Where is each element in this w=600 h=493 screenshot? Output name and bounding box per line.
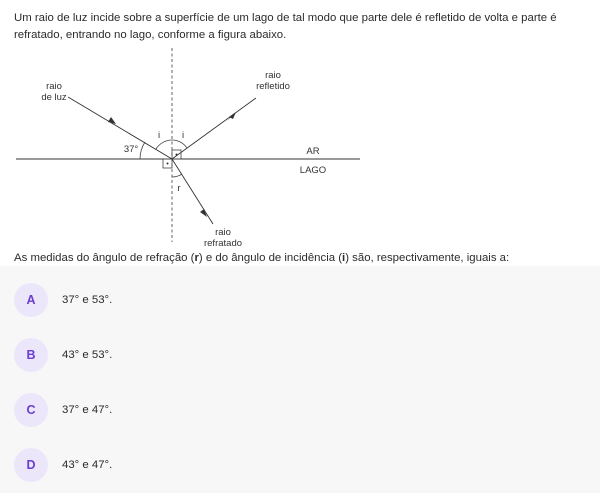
answer-options xyxy=(0,266,600,493)
angle-i-left-arc xyxy=(156,140,172,149)
option-a[interactable] xyxy=(14,283,574,317)
option-d[interactable] xyxy=(14,448,574,482)
optics-figure xyxy=(0,46,380,252)
option-a-text: 37° e 53°. xyxy=(62,294,113,306)
refracted-label-line1: raio xyxy=(215,227,231,238)
right-angle-dot-right xyxy=(176,154,178,156)
prompt-part-1: As medidas do ângulo de refração ( xyxy=(14,252,195,264)
prompt-r-symbol: r xyxy=(194,252,199,264)
option-a-letter: A xyxy=(14,283,48,317)
angle-r-arc xyxy=(172,174,182,177)
reflected-label-line1: raio xyxy=(265,70,281,81)
medium-top-label: AR xyxy=(306,146,320,157)
option-d-text: 43° e 47°. xyxy=(62,459,113,471)
refracted-label-line2: refratado xyxy=(203,238,243,249)
medium-bottom-label: LAGO xyxy=(299,165,327,176)
incident-label-line1: raio xyxy=(46,81,62,92)
angle-37-arc xyxy=(140,142,145,159)
question-statement: Um raio de luz incide sobre a superfície de um lago de tal modo que parte dele é refletido de volta e parte é refratado, entrando no lago, conforme a figura abaixo. xyxy=(14,12,557,41)
prompt-i-symbol: i xyxy=(342,252,346,264)
option-c[interactable] xyxy=(14,393,574,427)
angle-i-right-arc xyxy=(172,140,187,148)
angle-37-label: 37° xyxy=(123,144,139,155)
option-c-letter: C xyxy=(14,393,48,427)
option-b[interactable] xyxy=(14,338,574,372)
angle-i-left-label: i xyxy=(157,130,161,141)
option-d-letter: D xyxy=(14,448,48,482)
incident-ray xyxy=(68,97,172,159)
prompt-part-2: ) e do ângulo de incidência ( xyxy=(198,252,343,264)
angle-r-label: r xyxy=(177,183,181,194)
option-b-text: 43° e 53°. xyxy=(62,349,113,361)
reflected-ray xyxy=(172,98,256,159)
option-c-text: 37° e 47°. xyxy=(62,404,113,416)
option-b-letter: B xyxy=(14,338,48,372)
reflected-label-line2: refletido xyxy=(256,81,290,92)
question-prompt xyxy=(14,250,596,266)
incident-arrow-icon xyxy=(108,117,116,124)
angle-i-right-label: i xyxy=(181,130,185,141)
refraction-diagram xyxy=(0,46,380,252)
incident-label-line2: de luz xyxy=(41,92,67,103)
prompt-part-3: ) são, respectivamente, iguais a: xyxy=(345,252,510,264)
right-angle-dot-left xyxy=(167,163,169,165)
